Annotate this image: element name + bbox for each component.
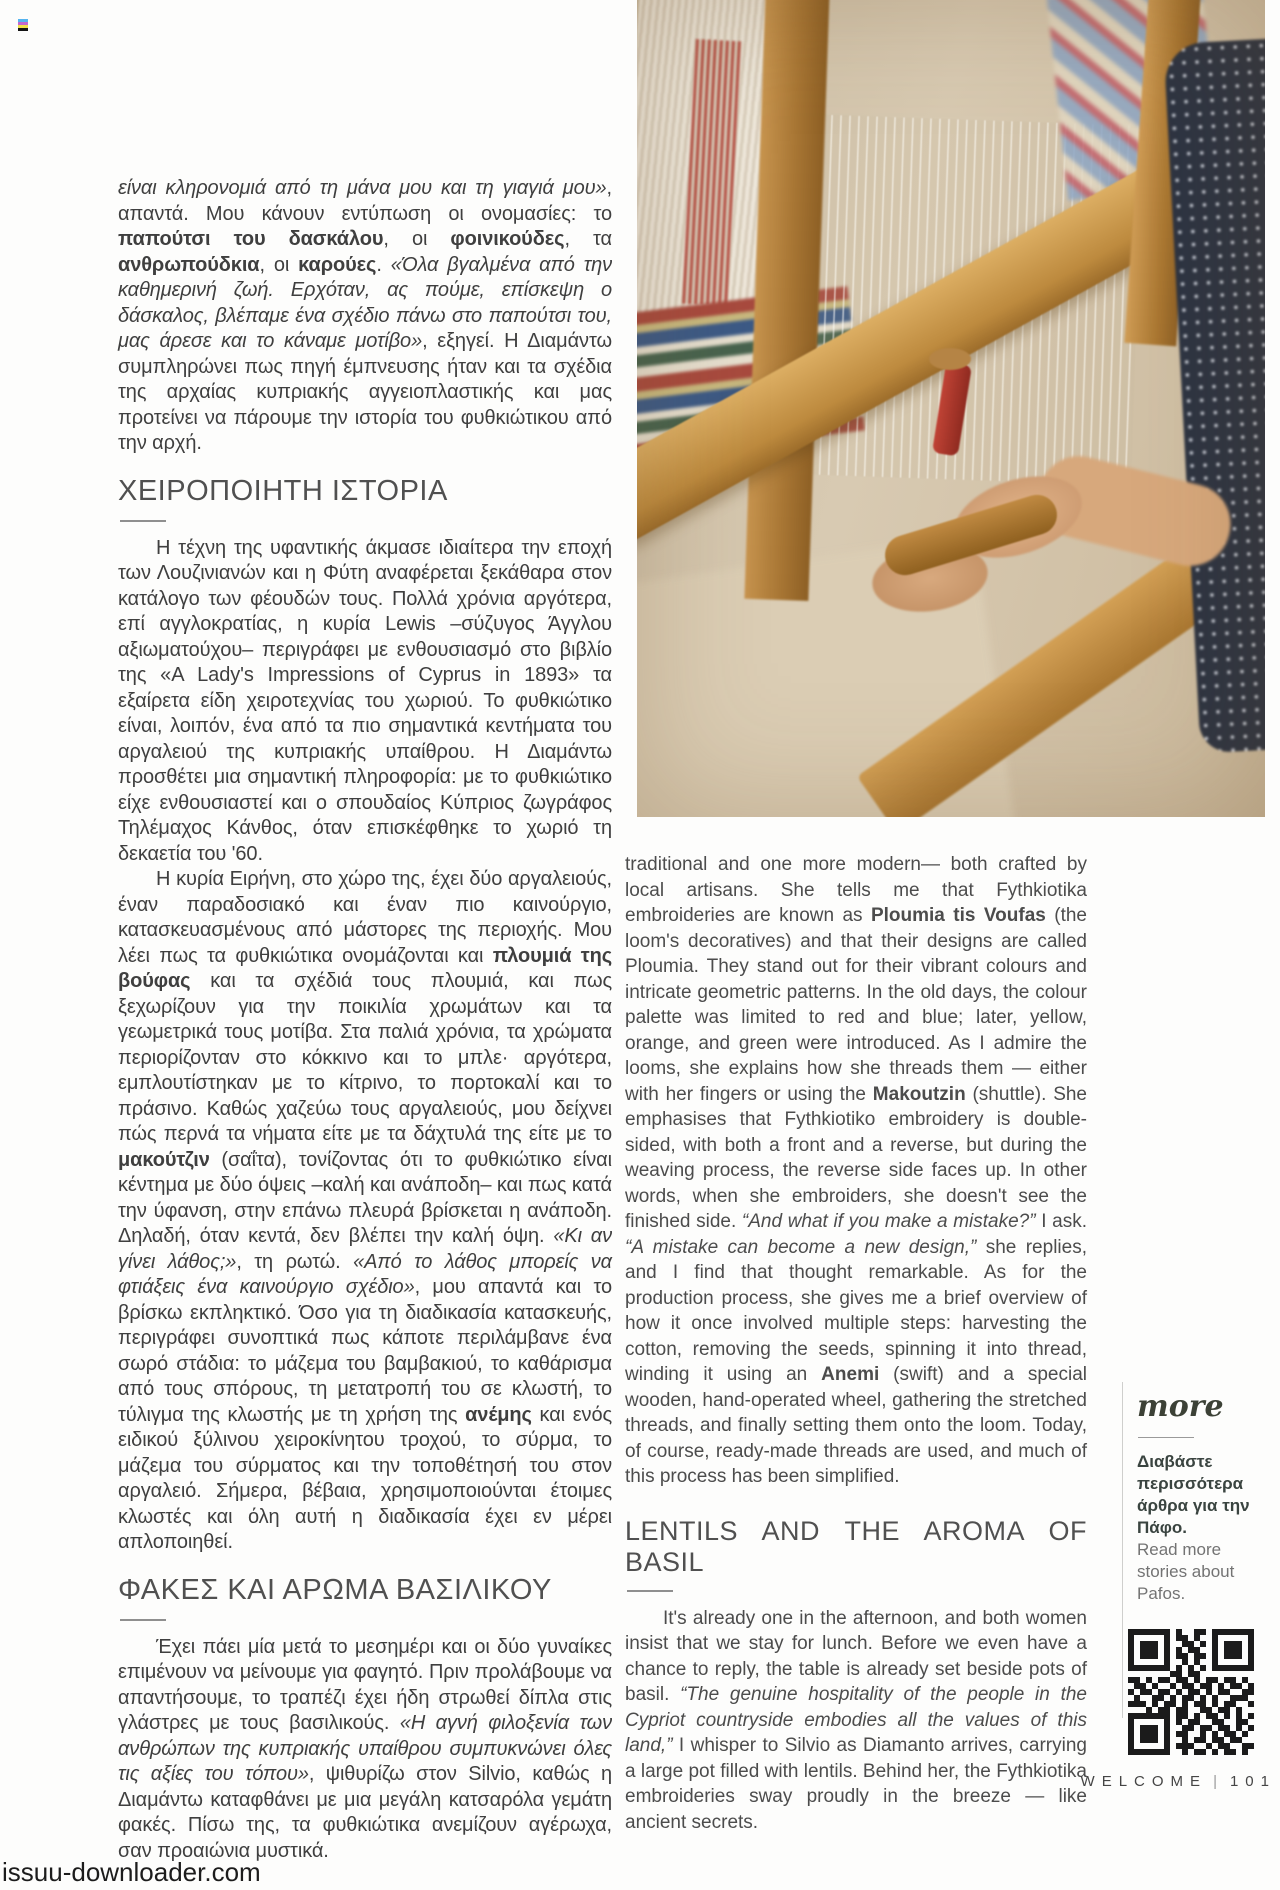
sidebar-text-greek: Διαβάστε περισσότερα άρθρα για την Πάφο. (1137, 1452, 1250, 1537)
article-photo-loom (637, 0, 1265, 817)
heading-rule (120, 1619, 166, 1621)
sidebar-text-english: Read more stories about Pafos. (1137, 1540, 1235, 1603)
more-sidebar (1128, 1389, 1254, 1755)
sidebar-rule (1138, 1437, 1194, 1438)
qr-code-icon (1128, 1629, 1254, 1755)
more-title: more (1137, 1389, 1224, 1424)
greek-section-heading-lentils-basil: ΦΑΚΕΣ ΚΑΙ ΑΡΩΜΑ ΒΑΣΙΛΙΚΟΥ (118, 1573, 552, 1606)
greek-paragraph-2: Η τέχνη της υφαντικής άκμασε ιδιαίτερα την εποχή των Λουζινιανών και η Φύτη αναφέρεται ξεκάθαρα στον κατάλογο των φέουδών τους. Πολλά χρόνια αργότερα, επί αγγλοκρατίας, η κυρία Lewis –σύζυγος Άγγλου αξιωματούχου– περιγράφει με ενθουσιασμό στο βιβλίο της «A Lady's Impressions of Cyprus in 1893» τα εξαίρετα είδη χειροτεχνίας του χωριού. Το φυθκιώτικο είναι, λοιπόν, ένα από τα πιο σημαντικά κεντήματα του αργαλειού της κυπριακής υπαίθρου. Η Διαμάντω προσθέτει μια σημαντική πληροφορία: με το φυθκιώτικο είχε ενθουσιαστεί και ο σπουδαίος Κύπριος ζωγράφος Τηλέμαχος Κάνθος, όταν επισκέφθηκε το χωριό τη δεκαετία του '60. (118, 536, 612, 865)
greek-paragraph-3: Η κυρία Ειρήνη, στο χώρο της, έχει δύο αργαλειούς, έναν παραδοσιακό και έναν πιο καινούργιο, κατασκευασμένους από μάστορες της περιοχής. Μου λέει πως τα φυθκιώτικα ονομάζονται και πλουμιά της βούφας και τα σχέδιά τους πλουμιά, και πως ξεχωρίζουν για την ποικιλία χρωμάτων και τα γεωμετρικά τους μοτίβα. Στα παλιά χρόνια, τα χρώματα περιορίζονταν στο κόκκινο και το μπλε· αργότερα, εμπλουτίστηκαν με το κίτρινο, το πορτοκαλί και το πράσινο. Καθώς χαζεύω τους αργαλειούς, μου δείχνει πώς περνά τα νήματα είτε με τα δάχτυλά της είτε με το μακούτζιν (σαΐτα), τονίζοντας ότι το φυθκιώτικο είναι κέντημα με δύο όψεις –καλή και ανάποδη– και πως κατά την ύφανση, στην επάνω πλευρά βρίσκεται η ανάποδη. Δηλαδή, όταν κεντά, δεν βλέπει την καλή όψη. «Κι αν γίνει λάθος;», τη ρωτώ. «Από το λάθος μπορείς να φτιάξεις ένα καινούργιο σχέδιο», μου απαντά και το βρίσκω εκπληκτικό. Όσο για τη διαδικασία κατασκευής, περιγράφει συνοπτικά πως κάποτε περιλάμβανε ένα σωρό στάδια: το μάζεμα του βαμβακιού, το καθάρισμα από τους σπόρους, τη μετατροπή του σε κλωστή, το τύλιγμα της κλωστής με τη χρήση της ανέμης και ενός ειδικού ξύλινου χειροκίνητου τροχού, το σύρμα, το μάζεμα του σύρματος και την τοποθέτησή του στον αργαλειό. Σήμερα, βέβαια, χρησιμοποιούνται έτοιμες κλωστές και όλη αυτή η διαδικασία έχει εν μέρει απλοποιηθεί. (118, 868, 613, 1553)
photo-vignette (637, 0, 1265, 817)
greek-paragraph-4: Έχει πάει μία μετά το μεσημέρι και οι δύο γυναίκες επιμένουν να μείνουμε για φαγητό. Πριν προλάβουμε να απαντήσουμε, το τραπέζι έχει ήδη στρωθεί δίπλα στις γλάστρες με τους βασιλικούς. «Η αγνή φιλοξενία των ανθρώπων της κυπριακής υπαίθρου συμπυκνώνει όλες τις αξίες του τόπου», ψιθυρίζω στον Silvio, καθώς η Διαμάντω καταφθάνει με μια μεγάλη κατσαρόλα γεμάτη φακές. Πίσω της, τα φυθκιώτικα ανεμίζουν αγέρωχα, σαν προαιώνια μυστικά. (118, 1635, 612, 1862)
heading-rule (120, 520, 166, 522)
greek-section-heading-handmade-history: ΧΕΙΡΟΠΟΙΗΤΗ ΙΣΤΟΡΙΑ (118, 474, 448, 507)
color-stripes-icon (18, 19, 28, 31)
magazine-title: WELCOME (1080, 1773, 1208, 1790)
english-paragraph-1: traditional and one more modern— both crafted by local artisans. She tells me that Fythkiotika embroideries are known as Ploumia tis Voufas (the loom's decoratives) and that their designs are called Ploumia. They stand out for their vibrant colours and intricate geometric patterns. In the old days, the colour palette was limited to red and blue; later, yellow, orange, and green were introduced. As I admire the looms, she explains how she threads them — either with her fingers or using the Makoutzin (shuttle). She emphasises that Fythkiotiko embroidery is double-sided, with both a front and a reverse, but during the weaving process, the reverse side faces up. In other words, when she embroiders, she doesn't see the finished side. “And what if you make a mistake?” I ask. “A mistake can become a new design,” she replies, and I find that thought remarkable. As for the production process, she gives me a brief overview of how it once involved multiple steps: harvesting the cotton, removing the seeds, spinning it into thread, winding it using an Anemi (swift) and a special wooden, hand-operated wheel, gathering the stretched threads, and finally setting them onto the loom. Today, of course, ready-made threads are used, and much of this process has been simplified. (625, 854, 1087, 1487)
watermark-link[interactable]: issuu-downloader.com (2, 1857, 261, 1887)
heading-rule (627, 1590, 673, 1592)
sidebar-divider (1122, 1382, 1123, 1718)
page-number: 101 (1229, 1773, 1276, 1790)
english-text-column (625, 852, 1087, 1835)
footer-separator: | (1213, 1773, 1224, 1790)
page-footer (1081, 1773, 1276, 1790)
greek-text-column (118, 176, 612, 1864)
english-paragraph-2: It's already one in the afternoon, and both women insist that we stay for lunch. Before we even have a chance to reply, the table is already set beside pots of basil. “The genuine hospitality of the people in the Cypriot countryside embodies all the values of this land,” I whisper to Silvio as Diamanto arrives, carrying a large pot filled with lentils. Behind her, the Fythkiotika embroideries sway proudly in the breeze — like ancient secrets. (625, 1607, 1087, 1833)
greek-paragraph-1: είναι κληρονομιά από τη μάνα μου και τη γιαγιά μου», απαντά. Μου κάνουν εντύπωση οι ονομασίες: το παπούτσι του δασκάλου, οι φοινικούδες, τα ανθρωπούδκια, οι καρούες. «Όλα βγαλμένα από την καθημερινή ζωή. Ερχόταν, ας πούμε, επίσκεψη ο δάσκαλος, βλέπαμε ένα σχέδιο πάνω στο παπούτσι του, μας άρεσε και το κάναμε μοτίβο», εξηγεί. Η Διαμάντω συμπληρώνει πως πηγή έμπνευσης ήταν και τα σχέδια της αρχαίας κυπριακής αγγειοπλαστικής και μας προτείνει να πάρουμε την ιστορία του φυθκιώτικου από την αρχή. (118, 177, 612, 454)
english-section-heading-lentils-basil: LENTILS AND THE AROMA OF BASIL (625, 1515, 1087, 1577)
